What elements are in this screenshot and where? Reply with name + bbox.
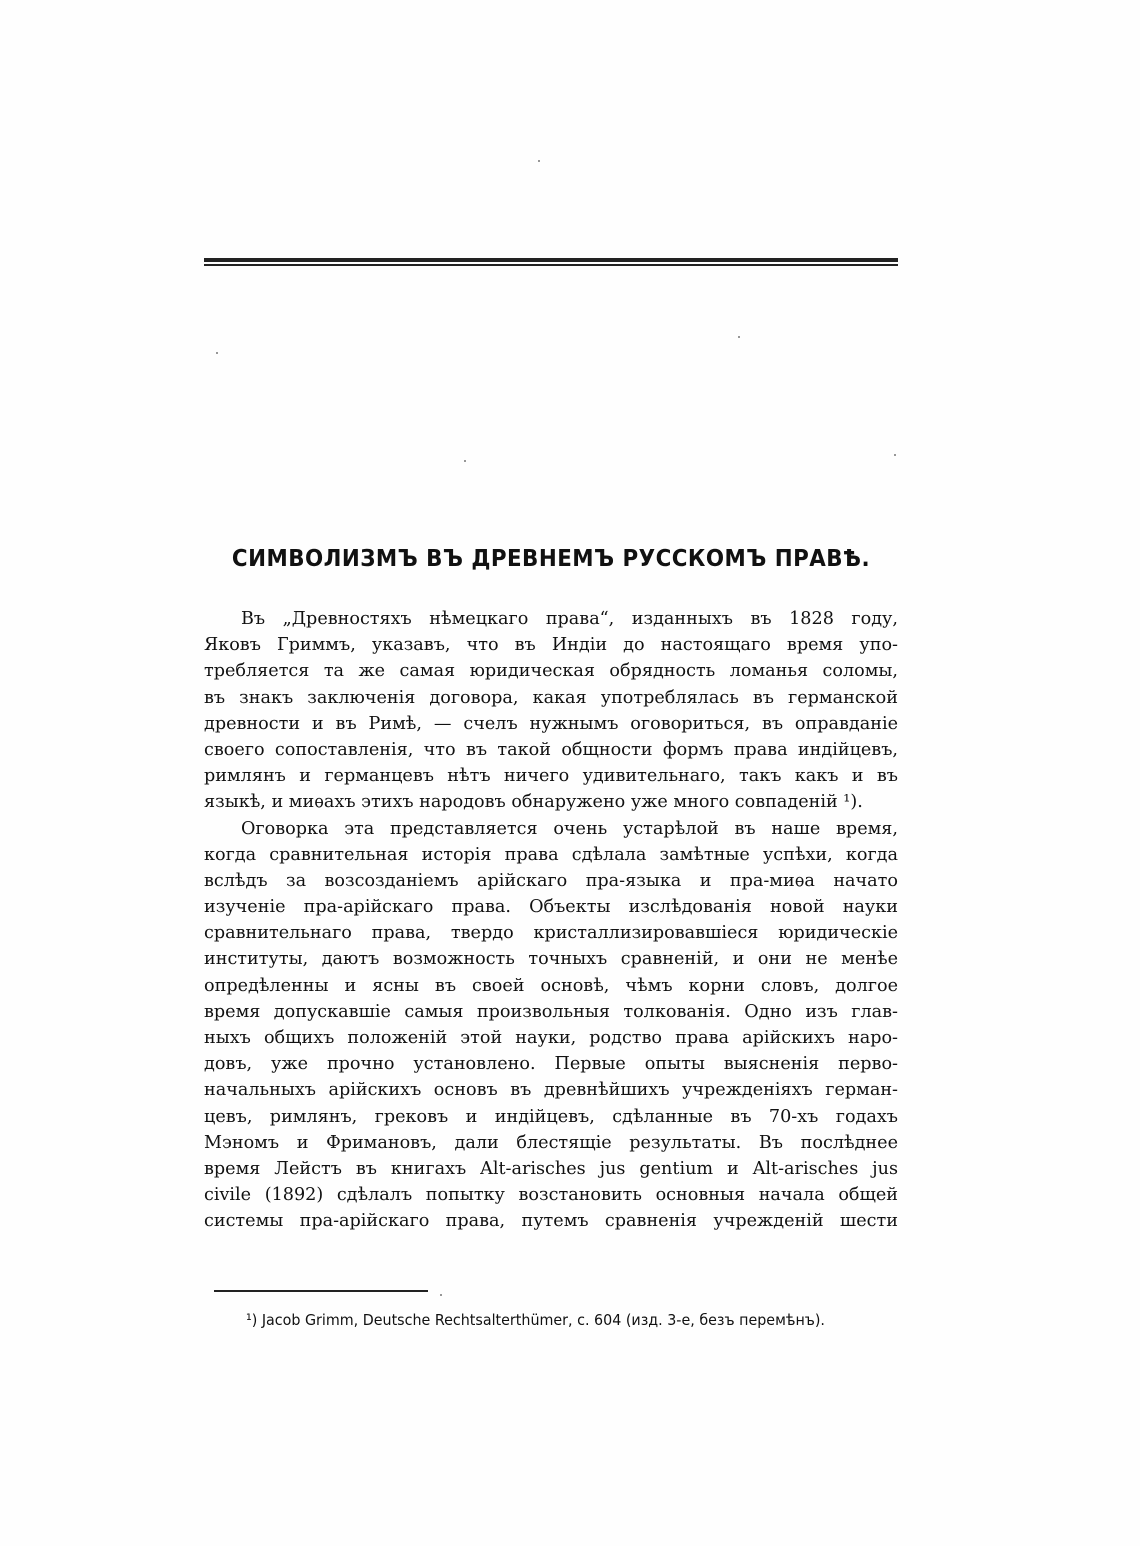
page-title: СИМВОЛИЗМЪ ВЪ ДРЕВНЕМЪ РУССКОМЪ ПРАВѢ. xyxy=(231,546,871,572)
body-line: начальныхъ арійскихъ основъ въ древнѣйшихъ учрежденіяхъ герман- xyxy=(204,1080,898,1101)
body-line: изученіе пра-арійскаго права. Объекты изслѣдованія новой науки xyxy=(204,897,898,918)
body-line: Въ „Древностяхъ нѣмецкаго права“, изданныхъ въ 1828 году, xyxy=(241,609,898,629)
body-line: ныхъ общихъ положеній этой науки, родство права арійскихъ наро- xyxy=(204,1028,898,1048)
print-speck xyxy=(894,454,896,456)
body-line: Яковъ Гриммъ, указавъ, что въ Индіи до настоящаго время упо- xyxy=(204,635,898,656)
print-speck xyxy=(216,352,218,354)
body-line: когда сравнительная исторія права сдѣлала замѣтные успѣхи, когда xyxy=(204,844,898,865)
body-line: опредѣленны и ясны въ своей основѣ, чѣмъ корни словъ, долгое xyxy=(204,975,898,996)
body-line: институты, даютъ возможность точныхъ сравненій, и они не менѣе xyxy=(204,949,898,970)
header-rule xyxy=(204,258,898,266)
body-line: Мэномъ и Фримановъ, дали блестящіе результаты. Въ послѣднее xyxy=(204,1132,898,1153)
body-line: время допускавшіе самыя произвольныя толкованія. Одно изъ глав- xyxy=(204,1001,898,1022)
body-line: довъ, уже прочно установлено. Первые опыты выясненія перво- xyxy=(204,1054,898,1075)
body-line: Оговорка эта представляется очень устарѣлой въ наше время, xyxy=(241,818,898,839)
body-line: системы пра-арійскаго права, путемъ сравненія учрежденій шести xyxy=(204,1211,898,1232)
print-speck xyxy=(464,460,466,462)
body-line: римлянъ и германцевъ нѣтъ ничего удивительнаго, такъ какъ и въ xyxy=(204,766,898,787)
body-line: время Лейстъ въ книгахъ Alt-arisches jus gentium и Alt-arisches jus xyxy=(204,1158,898,1179)
body-line: вслѣдъ за возсозданіемъ арійскаго пра-языка и пра-миѳа начато xyxy=(204,870,898,891)
body-text xyxy=(204,606,898,1235)
footnote-rule xyxy=(214,1290,428,1292)
body-line: языкѣ, и миѳахъ этихъ народовъ обнаружено уже много совпаденій ¹). xyxy=(204,792,863,813)
body-line: civile (1892) сдѣлалъ попытку возстановить основныя начала общей xyxy=(204,1185,898,1206)
body-line: своего сопоставленія, что въ такой общности формъ права индійцевъ, xyxy=(204,739,898,760)
print-speck xyxy=(538,160,540,162)
body-line: древности и въ Римѣ, — счелъ нужнымъ оговориться, въ оправданіе xyxy=(204,713,898,734)
footnote: ¹) Jacob Grimm, Deutsche Rechtsalterthümer, с. 604 (изд. 3-е, безъ перемѣнъ). xyxy=(246,1311,825,1329)
body-line: сравнительнаго права, твердо кристаллизировавшіеся юридическіе xyxy=(204,923,898,944)
body-line: въ знакъ заключенія договора, какая употреблялась въ германской xyxy=(204,687,898,708)
body-line: требляется та же самая юридическая обрядность ломанья соломы, xyxy=(204,661,898,682)
body-line: цевъ, римлянъ, грековъ и индійцевъ, сдѣланные въ 70-хъ годахъ xyxy=(204,1106,898,1127)
print-speck xyxy=(440,1294,442,1296)
print-speck xyxy=(738,336,740,338)
